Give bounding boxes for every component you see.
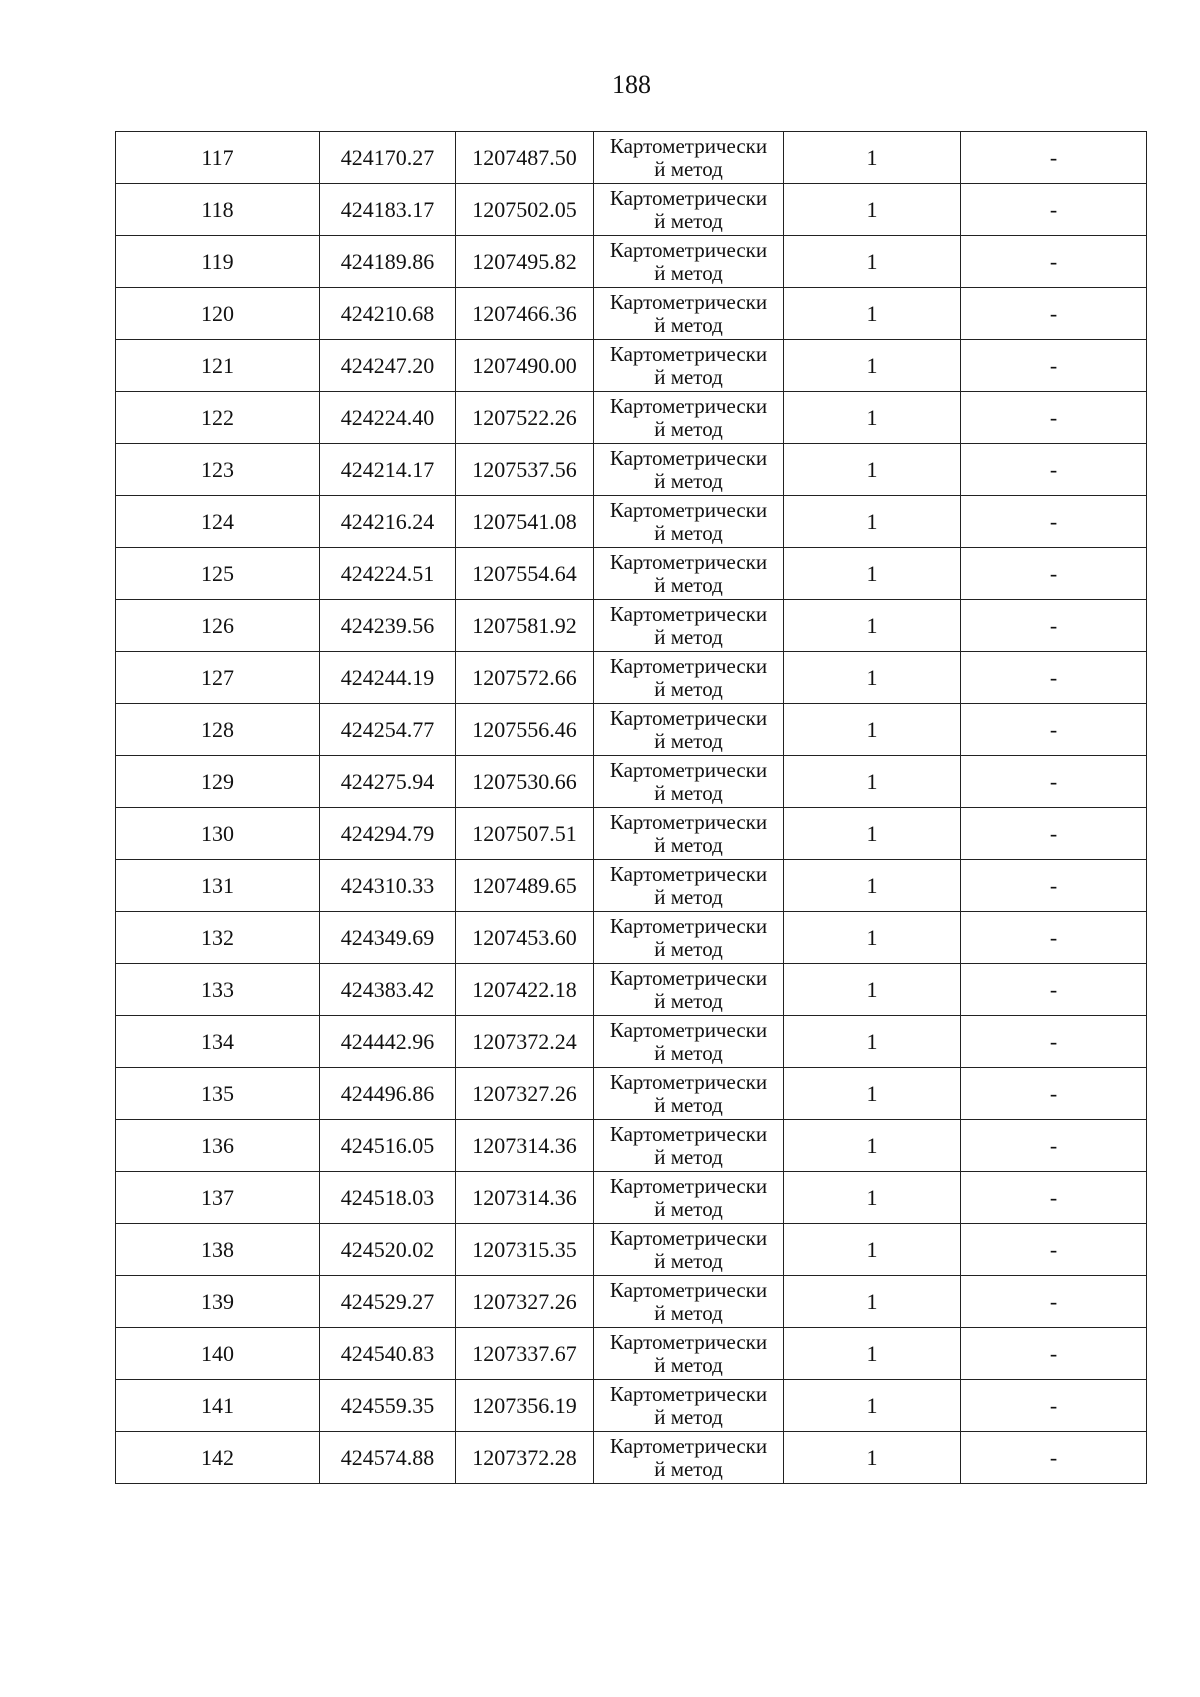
note-cell: -	[961, 1276, 1147, 1328]
note-cell: -	[961, 340, 1147, 392]
note-cell: -	[961, 600, 1147, 652]
method-cell	[594, 1380, 784, 1432]
method-cell	[594, 1224, 784, 1276]
method-line-2: й метод	[654, 469, 723, 493]
y-coordinate-cell: 1207356.19	[456, 1380, 594, 1432]
table-row	[116, 704, 1147, 756]
table-row	[116, 132, 1147, 184]
x-coordinate-cell: 424239.56	[320, 600, 456, 652]
method-line-2: й метод	[654, 573, 723, 597]
x-coordinate-cell: 424247.20	[320, 340, 456, 392]
accuracy-cell: 1	[784, 1328, 961, 1380]
point-number-cell: 118	[116, 184, 320, 236]
method-line-1: Картометрически	[609, 1070, 768, 1094]
method-cell	[594, 1172, 784, 1224]
y-coordinate-cell: 1207537.56	[456, 444, 594, 496]
accuracy-cell: 1	[784, 1016, 961, 1068]
point-number-cell: 120	[116, 288, 320, 340]
x-coordinate-cell: 424310.33	[320, 860, 456, 912]
note-cell: -	[961, 288, 1147, 340]
x-coordinate-cell: 424442.96	[320, 1016, 456, 1068]
x-coordinate-cell: 424520.02	[320, 1224, 456, 1276]
accuracy-cell: 1	[784, 1276, 961, 1328]
accuracy-cell: 1	[784, 132, 961, 184]
point-number-cell: 131	[116, 860, 320, 912]
method-line-1: Картометрически	[609, 550, 768, 574]
x-coordinate-cell: 424529.27	[320, 1276, 456, 1328]
x-coordinate-cell: 424183.17	[320, 184, 456, 236]
point-number-cell: 117	[116, 132, 320, 184]
point-number-cell: 122	[116, 392, 320, 444]
accuracy-cell: 1	[784, 808, 961, 860]
point-number-cell: 140	[116, 1328, 320, 1380]
y-coordinate-cell: 1207490.00	[456, 340, 594, 392]
method-cell	[594, 184, 784, 236]
point-number-cell: 136	[116, 1120, 320, 1172]
page-number: 188	[612, 70, 651, 99]
x-coordinate-cell: 424224.51	[320, 548, 456, 600]
table-row	[116, 548, 1147, 600]
method-line-2: й метод	[654, 781, 723, 805]
table-row	[116, 1016, 1147, 1068]
table-row	[116, 860, 1147, 912]
y-coordinate-cell: 1207466.36	[456, 288, 594, 340]
y-coordinate-cell: 1207372.28	[456, 1432, 594, 1484]
point-number-cell: 138	[116, 1224, 320, 1276]
y-coordinate-cell: 1207453.60	[456, 912, 594, 964]
table-row	[116, 340, 1147, 392]
table-row	[116, 1068, 1147, 1120]
method-line-1: Картометрически	[609, 914, 768, 938]
table-row	[116, 1172, 1147, 1224]
method-cell	[594, 1068, 784, 1120]
table-row	[116, 1276, 1147, 1328]
accuracy-cell: 1	[784, 496, 961, 548]
method-line-1: Картометрически	[609, 1382, 768, 1406]
point-number-cell: 132	[116, 912, 320, 964]
accuracy-cell: 1	[784, 444, 961, 496]
method-line-2: й метод	[654, 937, 723, 961]
method-line-2: й метод	[654, 833, 723, 857]
x-coordinate-cell: 424170.27	[320, 132, 456, 184]
table-row	[116, 1380, 1147, 1432]
method-cell	[594, 808, 784, 860]
y-coordinate-cell: 1207327.26	[456, 1276, 594, 1328]
coordinates-table	[115, 131, 1147, 1484]
y-coordinate-cell: 1207556.46	[456, 704, 594, 756]
method-cell	[594, 392, 784, 444]
note-cell: -	[961, 756, 1147, 808]
method-line-1: Картометрически	[609, 1226, 768, 1250]
method-line-2: й метод	[654, 729, 723, 753]
table-row	[116, 1224, 1147, 1276]
point-number-cell: 127	[116, 652, 320, 704]
y-coordinate-cell: 1207502.05	[456, 184, 594, 236]
note-cell: -	[961, 1224, 1147, 1276]
note-cell: -	[961, 808, 1147, 860]
note-cell: -	[961, 1068, 1147, 1120]
point-number-cell: 123	[116, 444, 320, 496]
method-line-1: Картометрически	[609, 238, 768, 262]
table-row	[116, 444, 1147, 496]
x-coordinate-cell: 424224.40	[320, 392, 456, 444]
note-cell: -	[961, 444, 1147, 496]
y-coordinate-cell: 1207572.66	[456, 652, 594, 704]
point-number-cell: 121	[116, 340, 320, 392]
method-line-1: Картометрически	[609, 1330, 768, 1354]
x-coordinate-cell: 424496.86	[320, 1068, 456, 1120]
point-number-cell: 135	[116, 1068, 320, 1120]
point-number-cell: 128	[116, 704, 320, 756]
note-cell: -	[961, 1432, 1147, 1484]
x-coordinate-cell: 424516.05	[320, 1120, 456, 1172]
x-coordinate-cell: 424559.35	[320, 1380, 456, 1432]
x-coordinate-cell: 424518.03	[320, 1172, 456, 1224]
method-cell	[594, 964, 784, 1016]
method-line-2: й метод	[654, 885, 723, 909]
y-coordinate-cell: 1207422.18	[456, 964, 594, 1016]
y-coordinate-cell: 1207372.24	[456, 1016, 594, 1068]
y-coordinate-cell: 1207530.66	[456, 756, 594, 808]
accuracy-cell: 1	[784, 288, 961, 340]
x-coordinate-cell: 424275.94	[320, 756, 456, 808]
table-row	[116, 236, 1147, 288]
note-cell: -	[961, 964, 1147, 1016]
table-row	[116, 184, 1147, 236]
point-number-cell: 129	[116, 756, 320, 808]
point-number-cell: 125	[116, 548, 320, 600]
method-line-2: й метод	[654, 209, 723, 233]
x-coordinate-cell: 424244.19	[320, 652, 456, 704]
accuracy-cell: 1	[784, 392, 961, 444]
table-row	[116, 756, 1147, 808]
method-line-2: й метод	[654, 1405, 723, 1429]
method-cell	[594, 1432, 784, 1484]
method-line-1: Картометрически	[609, 1434, 768, 1458]
x-coordinate-cell: 424189.86	[320, 236, 456, 288]
method-cell	[594, 132, 784, 184]
method-cell	[594, 1120, 784, 1172]
x-coordinate-cell: 424214.17	[320, 444, 456, 496]
table-row	[116, 1120, 1147, 1172]
method-line-1: Картометрически	[609, 810, 768, 834]
point-number-cell: 141	[116, 1380, 320, 1432]
table-row	[116, 652, 1147, 704]
accuracy-cell: 1	[784, 1120, 961, 1172]
method-line-1: Картометрически	[609, 446, 768, 470]
method-line-1: Картометрически	[609, 186, 768, 210]
note-cell: -	[961, 652, 1147, 704]
accuracy-cell: 1	[784, 184, 961, 236]
point-number-cell: 139	[116, 1276, 320, 1328]
method-line-1: Картометрически	[609, 758, 768, 782]
method-cell	[594, 548, 784, 600]
accuracy-cell: 1	[784, 1172, 961, 1224]
method-cell	[594, 652, 784, 704]
point-number-cell: 124	[116, 496, 320, 548]
method-cell	[594, 756, 784, 808]
method-line-1: Картометрически	[609, 498, 768, 522]
y-coordinate-cell: 1207314.36	[456, 1120, 594, 1172]
y-coordinate-cell: 1207507.51	[456, 808, 594, 860]
point-number-cell: 137	[116, 1172, 320, 1224]
table-row	[116, 912, 1147, 964]
table-row	[116, 496, 1147, 548]
accuracy-cell: 1	[784, 860, 961, 912]
y-coordinate-cell: 1207487.50	[456, 132, 594, 184]
note-cell: -	[961, 912, 1147, 964]
method-cell	[594, 340, 784, 392]
method-line-2: й метод	[654, 1353, 723, 1377]
method-line-1: Картометрически	[609, 1174, 768, 1198]
y-coordinate-cell: 1207327.26	[456, 1068, 594, 1120]
accuracy-cell: 1	[784, 1068, 961, 1120]
point-number-cell: 130	[116, 808, 320, 860]
method-line-2: й метод	[654, 157, 723, 181]
method-cell	[594, 1016, 784, 1068]
method-line-2: й метод	[654, 625, 723, 649]
x-coordinate-cell: 424254.77	[320, 704, 456, 756]
point-number-cell: 133	[116, 964, 320, 1016]
note-cell: -	[961, 860, 1147, 912]
method-line-1: Картометрически	[609, 290, 768, 314]
note-cell: -	[961, 236, 1147, 288]
method-cell	[594, 496, 784, 548]
method-cell	[594, 704, 784, 756]
method-cell	[594, 860, 784, 912]
note-cell: -	[961, 132, 1147, 184]
method-cell	[594, 288, 784, 340]
note-cell: -	[961, 392, 1147, 444]
accuracy-cell: 1	[784, 600, 961, 652]
note-cell: -	[961, 184, 1147, 236]
method-line-2: й метод	[654, 1093, 723, 1117]
y-coordinate-cell: 1207314.36	[456, 1172, 594, 1224]
y-coordinate-cell: 1207495.82	[456, 236, 594, 288]
method-line-2: й метод	[654, 365, 723, 389]
table-row	[116, 600, 1147, 652]
accuracy-cell: 1	[784, 340, 961, 392]
y-coordinate-cell: 1207541.08	[456, 496, 594, 548]
x-coordinate-cell: 424383.42	[320, 964, 456, 1016]
method-line-2: й метод	[654, 989, 723, 1013]
method-line-1: Картометрически	[609, 706, 768, 730]
note-cell: -	[961, 1016, 1147, 1068]
table-body	[116, 132, 1147, 1484]
table-row	[116, 1432, 1147, 1484]
method-line-1: Картометрически	[609, 1278, 768, 1302]
table-row	[116, 1328, 1147, 1380]
accuracy-cell: 1	[784, 1432, 961, 1484]
method-line-1: Картометрически	[609, 342, 768, 366]
method-line-2: й метод	[654, 261, 723, 285]
method-line-2: й метод	[654, 1041, 723, 1065]
table-row	[116, 288, 1147, 340]
method-line-1: Картометрически	[609, 654, 768, 678]
table-row	[116, 964, 1147, 1016]
x-coordinate-cell: 424349.69	[320, 912, 456, 964]
note-cell: -	[961, 1172, 1147, 1224]
table-row	[116, 808, 1147, 860]
point-number-cell: 134	[116, 1016, 320, 1068]
point-number-cell: 119	[116, 236, 320, 288]
y-coordinate-cell: 1207522.26	[456, 392, 594, 444]
method-line-2: й метод	[654, 313, 723, 337]
x-coordinate-cell: 424574.88	[320, 1432, 456, 1484]
y-coordinate-cell: 1207489.65	[456, 860, 594, 912]
accuracy-cell: 1	[784, 704, 961, 756]
accuracy-cell: 1	[784, 548, 961, 600]
method-line-1: Картометрически	[609, 1018, 768, 1042]
note-cell: -	[961, 496, 1147, 548]
method-line-1: Картометрически	[609, 862, 768, 886]
method-line-2: й метод	[654, 1197, 723, 1221]
x-coordinate-cell: 424540.83	[320, 1328, 456, 1380]
note-cell: -	[961, 1328, 1147, 1380]
method-line-1: Картометрически	[609, 1122, 768, 1146]
point-number-cell: 126	[116, 600, 320, 652]
accuracy-cell: 1	[784, 964, 961, 1016]
y-coordinate-cell: 1207581.92	[456, 600, 594, 652]
x-coordinate-cell: 424210.68	[320, 288, 456, 340]
method-line-1: Картометрически	[609, 602, 768, 626]
method-line-1: Картометрически	[609, 966, 768, 990]
accuracy-cell: 1	[784, 652, 961, 704]
method-line-1: Картометрически	[609, 134, 768, 158]
method-line-1: Картометрически	[609, 394, 768, 418]
point-number-cell: 142	[116, 1432, 320, 1484]
accuracy-cell: 1	[784, 236, 961, 288]
note-cell: -	[961, 704, 1147, 756]
method-cell	[594, 600, 784, 652]
method-line-2: й метод	[654, 677, 723, 701]
method-line-2: й метод	[654, 521, 723, 545]
method-cell	[594, 1328, 784, 1380]
method-line-2: й метод	[654, 417, 723, 441]
method-cell	[594, 1276, 784, 1328]
table-row	[116, 392, 1147, 444]
method-cell	[594, 444, 784, 496]
y-coordinate-cell: 1207337.67	[456, 1328, 594, 1380]
accuracy-cell: 1	[784, 1224, 961, 1276]
accuracy-cell: 1	[784, 1380, 961, 1432]
method-line-2: й метод	[654, 1301, 723, 1325]
method-cell	[594, 236, 784, 288]
y-coordinate-cell: 1207554.64	[456, 548, 594, 600]
accuracy-cell: 1	[784, 912, 961, 964]
method-cell	[594, 912, 784, 964]
y-coordinate-cell: 1207315.35	[456, 1224, 594, 1276]
accuracy-cell: 1	[784, 756, 961, 808]
method-line-2: й метод	[654, 1457, 723, 1481]
x-coordinate-cell: 424294.79	[320, 808, 456, 860]
method-line-2: й метод	[654, 1249, 723, 1273]
x-coordinate-cell: 424216.24	[320, 496, 456, 548]
note-cell: -	[961, 548, 1147, 600]
note-cell: -	[961, 1120, 1147, 1172]
note-cell: -	[961, 1380, 1147, 1432]
method-line-2: й метод	[654, 1145, 723, 1169]
